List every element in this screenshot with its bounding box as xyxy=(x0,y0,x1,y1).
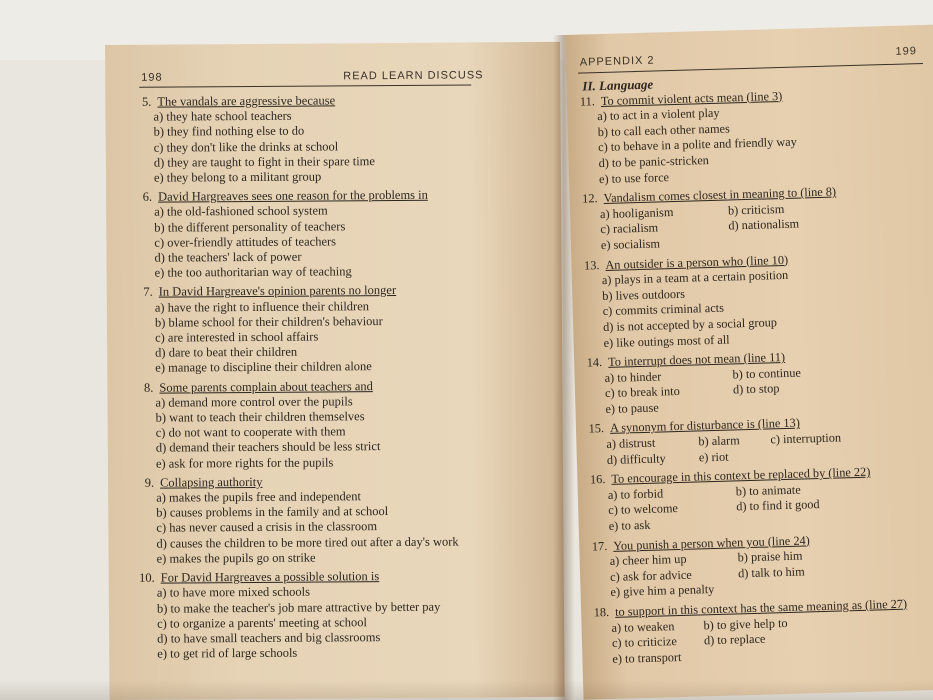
question-text: to support in this context has the same meaning as (line 27) xyxy=(614,596,908,619)
question-number: 10. xyxy=(139,570,155,585)
question-number: 8. xyxy=(143,380,154,395)
question-number: 5. xyxy=(141,94,152,109)
option: d) difficulty xyxy=(606,451,666,467)
option: a) to forbid xyxy=(607,486,664,502)
left-page xyxy=(105,42,565,700)
option: e) like outings most of all xyxy=(603,332,730,350)
question-text: David Hargreaves sees one reason for the problems in xyxy=(158,187,428,204)
question-text: The vandals are aggressive because xyxy=(157,93,336,109)
option: e) makes the pupils go on strike xyxy=(156,550,316,566)
section-title: II. Language xyxy=(582,76,654,94)
header-rule xyxy=(139,84,471,87)
option: c) over-friendly attitudes of teachers xyxy=(154,234,337,250)
left-running-head: READ LEARN DISCUSS xyxy=(343,69,484,83)
question-text: To commit violent acts mean (line 3) xyxy=(600,88,783,108)
option: d) to stop xyxy=(732,381,780,397)
option: b) criticism xyxy=(727,201,785,218)
option: e) to pause xyxy=(605,400,659,416)
option: e) they belong to a militant group xyxy=(153,169,322,185)
right-page xyxy=(565,25,933,700)
question-text: An outsider is a person who (line 10) xyxy=(605,252,789,272)
option: d) is not accepted by a social group xyxy=(602,315,778,334)
option: a) to act in a violent play xyxy=(597,105,720,124)
option: a) they hate school teachers xyxy=(153,108,292,124)
option: a) hooliganism xyxy=(599,204,674,221)
option: c) interruption xyxy=(770,430,842,447)
option: a) to hinder xyxy=(604,369,662,385)
option: c) to break into xyxy=(604,384,680,401)
option: e) ask for more rights for the pupils xyxy=(155,455,334,471)
option: c) to welcome xyxy=(608,501,679,518)
question-number: 14. xyxy=(586,355,603,370)
option: e) riot xyxy=(698,449,729,465)
question-text: Some parents complain about teachers and xyxy=(159,378,373,395)
option: a) to weaken xyxy=(611,618,675,635)
option: b) to continue xyxy=(732,365,802,382)
question-number: 7. xyxy=(143,285,153,300)
option: e) to use force xyxy=(598,169,670,186)
question-text: Vandalism comes closest in meaning to (line 8) xyxy=(603,184,837,206)
right-page-number: 199 xyxy=(895,45,918,58)
option: b) praise him xyxy=(737,548,803,565)
question-number: 17. xyxy=(591,538,608,554)
option: b) to give help to xyxy=(703,615,788,632)
option: c) ask for advice xyxy=(609,567,692,584)
option: b) the different personality of teachers xyxy=(154,218,346,235)
option: b) they find nothing else to do xyxy=(153,124,305,140)
option: d) to replace xyxy=(703,631,766,648)
option: a) plays in a team at a certain position xyxy=(601,267,789,288)
question-number: 13. xyxy=(583,257,600,273)
question-number: 16. xyxy=(589,472,606,487)
option: c) racialism xyxy=(600,220,659,237)
option: d) nationalism xyxy=(728,216,800,233)
question-text: For David Hargreaves a possible solution is xyxy=(160,569,380,585)
question-text: You punish a person when you (line 24) xyxy=(613,532,810,553)
question-text: To encourage in this context be replaced by (line 22) xyxy=(611,464,871,487)
option: b) to animate xyxy=(735,482,801,499)
option: c) they don't like the drinks at school xyxy=(153,138,339,155)
question-number: 6. xyxy=(142,189,153,204)
right-question-column xyxy=(568,69,933,668)
left-page-number: 198 xyxy=(141,71,163,84)
option: a) cheer him up xyxy=(609,552,687,569)
option: e) manage to discipline their children alone xyxy=(155,359,372,376)
option: d) they are taught to fight in their spare time xyxy=(153,153,375,170)
question-number: 18. xyxy=(593,604,610,620)
option: b) want to teach their children themselves xyxy=(155,409,365,425)
question-number: 9. xyxy=(144,475,155,490)
option: d) to have small teachers and big classrooms xyxy=(157,629,381,646)
option: c) to behave in a polite and friendly way xyxy=(597,134,798,155)
option: a) have the right to influence their children xyxy=(154,298,370,315)
option: c) to organize a parents' meeting at school xyxy=(156,614,368,631)
right-running-head: APPENDIX 2 xyxy=(579,54,655,69)
shadow xyxy=(0,680,933,700)
option: c) do not want to cooperate with them xyxy=(155,424,346,440)
option: a) to have more mixed schools xyxy=(156,584,310,600)
option: a) distrust xyxy=(606,435,656,452)
question-text: In David Hargreave's opinion parents no longer xyxy=(158,283,397,300)
option: c) to criticize xyxy=(611,634,678,651)
option: d) the teachers' lack of power xyxy=(154,249,302,265)
option: e) to get rid of large schools xyxy=(157,645,298,661)
question-text: Collapsing authority xyxy=(160,474,263,490)
option: e) socialism xyxy=(600,236,661,253)
question-number: 15. xyxy=(588,421,605,436)
option-grid xyxy=(583,611,933,668)
option: e) give him a penalty xyxy=(610,582,715,600)
option: b) to call each other names xyxy=(597,121,731,139)
option: a) makes the pupils free and independent xyxy=(156,489,362,505)
option: a) demand more control over the pupils xyxy=(155,394,353,410)
option: b) causes problems in the family and at school xyxy=(156,504,389,520)
option: d) to find it good xyxy=(736,497,820,514)
option: d) causes the children to be more tired out after a day's work xyxy=(156,534,459,551)
question-text: To interrupt does not mean (line 11) xyxy=(607,350,786,370)
question-number: 11. xyxy=(579,93,596,109)
option: b) to make the teacher's job mare attractive by better pay xyxy=(156,599,441,616)
option: b) alarm xyxy=(698,433,740,449)
option: e) to ask xyxy=(608,517,651,533)
option: e) the too authoritarian way of teaching xyxy=(154,264,352,280)
left-question-column xyxy=(125,92,549,662)
option: d) talk to him xyxy=(737,564,805,581)
question-number: 12. xyxy=(582,191,598,206)
option: d) demand their teachers should be less strict xyxy=(155,439,381,456)
question-text: A synonym for disturbance is (line 13) xyxy=(609,416,801,436)
option: c) commits criminal acts xyxy=(602,300,725,319)
option: b) lives outdoors xyxy=(602,286,686,303)
option: e) to transport xyxy=(612,649,682,666)
option: c) are interested in school affairs xyxy=(154,329,319,345)
option: a) the old-fashioned school system xyxy=(154,203,328,220)
option: d) to be panic-stricken xyxy=(598,153,710,171)
open-book xyxy=(60,35,930,700)
option: b) blame school for their children's behaviour xyxy=(154,313,383,330)
option: d) dare to beat their children xyxy=(155,344,298,360)
option: c) has never caused a crisis in the classroom xyxy=(156,519,378,536)
